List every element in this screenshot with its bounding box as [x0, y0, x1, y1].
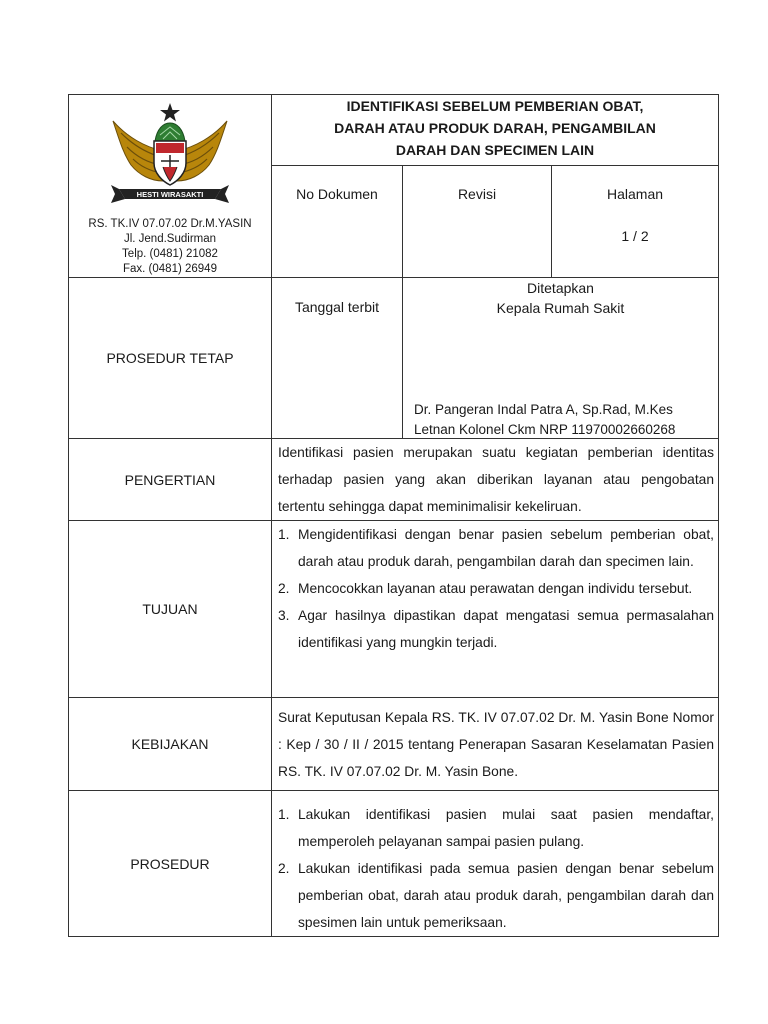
prosedur-list	[278, 801, 714, 936]
pengertian-label: PENGERTIAN	[69, 439, 272, 521]
hospital-street: Jl. Jend.Sudirman	[123, 233, 217, 245]
prosedur-tetap-label: PROSEDUR TETAP	[69, 278, 272, 439]
prosedur-content-cell	[272, 791, 719, 937]
title-line-1: IDENTIFIKASI SEBELUM PEMBERIAN OBAT,	[346, 98, 644, 114]
sop-document	[68, 94, 718, 937]
revisi-cell	[403, 166, 552, 278]
signer-rank: Letnan Kolonel Ckm NRP 11970002660268	[414, 422, 676, 437]
tanggal-terbit-label: Tanggal terbit	[294, 299, 380, 315]
halaman-value: 1 / 2	[621, 228, 649, 244]
ditetapkan-label: Ditetapkan	[527, 280, 594, 296]
kebijakan-label: KEBIJAKAN	[69, 698, 272, 791]
hospital-phone: Telp. (0481) 21082	[122, 248, 218, 260]
sop-table	[68, 94, 719, 937]
hospital-emblem-logo	[105, 101, 235, 207]
list-item: 3. Agar hasilnya dipastikan dapat mengatasi semua permasalahan identifikasi yang mungkin terjadi.	[278, 608, 714, 650]
tujuan-content-cell	[272, 521, 719, 698]
title-line-2: DARAH ATAU PRODUK DARAH, PENGAMBILAN	[334, 120, 656, 136]
header-logo-cell	[69, 95, 272, 278]
halaman-cell	[552, 166, 719, 278]
hospital-fax: Fax. (0481) 26949	[123, 263, 217, 275]
hospital-name: RS. TK.IV 07.07.02 Dr.M.YASIN	[88, 218, 252, 230]
pengertian-text: Identifikasi pasien merupakan suatu kegiatan pemberian identitas terhadap pasien yang akan diberikan layanan atau pengobatan tertentu sehingga dapat meminimalisir kekeliruan.	[278, 445, 714, 514]
no-dokumen-label: No Dokumen	[296, 186, 378, 202]
ditetapkan-cell	[403, 278, 719, 439]
list-item: 1. Mengidentifikasi dengan benar pasien sebelum pemberian obat, darah atau produk darah, pengambilan darah dan specimen lain.	[278, 527, 714, 569]
logo-motto-text: HESTI WIRASAKTI	[136, 190, 204, 199]
list-item: 1. Lakukan identifikasi pasien mulai saat pasien mendaftar, memperoleh pelayanan sampai pasien pulang.	[278, 807, 714, 849]
document-title	[272, 95, 719, 166]
halaman-label: Halaman	[606, 186, 664, 202]
title-line-3: DARAH DAN SPECIMEN LAIN	[395, 142, 595, 158]
list-item: 2. Mencocokkan layanan atau perawatan dengan individu tersebut.	[278, 581, 693, 596]
kebijakan-text: Surat Keputusan Kepala RS. TK. IV 07.07.02 Dr. M. Yasin Bone Nomor : Kep / 30 / II / 2015 tentang Penerapan Sasaran Keselamatan Pasien RS. TK. IV 07.07.02 Dr. M. Yasin Bone.	[278, 710, 714, 779]
pengertian-content-cell	[272, 439, 719, 521]
kebijakan-content-cell	[272, 698, 719, 791]
signer-name: Dr. Pangeran Indal Patra A, Sp.Rad, M.Kes	[414, 402, 673, 417]
tanggal-terbit-cell	[272, 278, 403, 439]
tujuan-label: TUJUAN	[69, 521, 272, 698]
prosedur-label: PROSEDUR	[69, 791, 272, 937]
tujuan-list	[278, 521, 714, 656]
jabatan-label: Kepala Rumah Sakit	[496, 300, 625, 316]
signature-block	[414, 400, 714, 440]
list-item: 2. Lakukan identifikasi pada semua pasien dengan benar sebelum pemberian obat, darah atau produk darah, pengambilan darah dan spesimen lain untuk pemeriksaan.	[278, 861, 714, 930]
hospital-address-block	[69, 217, 271, 277]
no-dokumen-cell	[272, 166, 403, 278]
revisi-label: Revisi	[457, 186, 497, 202]
